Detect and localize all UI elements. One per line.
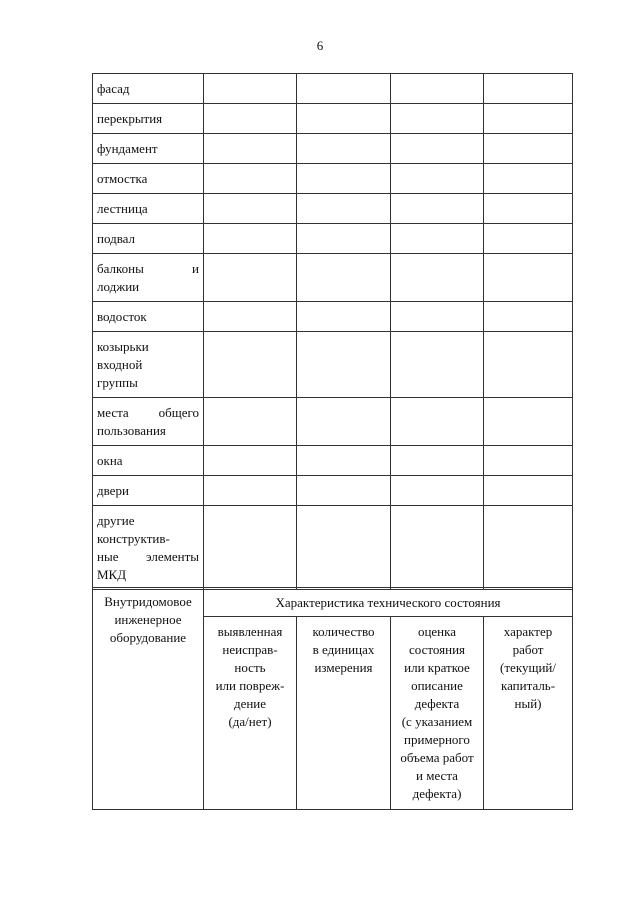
element-label-cell	[93, 164, 204, 194]
element-label-line: лоджии	[97, 279, 140, 294]
empty-cell	[391, 164, 484, 194]
element-label-line: отмостка	[97, 171, 148, 186]
empty-cell	[484, 134, 573, 164]
element-label-line: лестница	[97, 201, 148, 216]
empty-cell	[204, 134, 297, 164]
table-row	[93, 506, 573, 590]
empty-cell	[484, 194, 573, 224]
element-label-line: группы	[97, 375, 138, 390]
empty-cell	[484, 476, 573, 506]
empty-cell	[484, 398, 573, 446]
equipment-header-cell	[93, 588, 204, 810]
element-label-line: окна	[97, 453, 123, 468]
table-row	[93, 194, 573, 224]
equipment-header-line: Внутридомовое	[104, 594, 192, 609]
column-header-line: оценка	[417, 624, 457, 639]
technical-condition-header: Характеристика технического состояния	[204, 588, 573, 617]
element-label-line: фундамент	[97, 141, 158, 156]
column-header-line: примерного	[404, 732, 470, 747]
element-label-line: водосток	[97, 309, 147, 324]
column-header-line: дение	[233, 696, 267, 711]
column-header-line: ность	[234, 660, 266, 675]
empty-cell	[391, 302, 484, 332]
table-row	[93, 104, 573, 134]
empty-cell	[204, 74, 297, 104]
empty-cell	[391, 74, 484, 104]
column-header-line: характер	[503, 624, 553, 639]
empty-cell	[391, 134, 484, 164]
column-header-line: или повреж-	[215, 678, 285, 693]
empty-cell	[484, 254, 573, 302]
element-label-cell	[93, 332, 204, 398]
element-label-cell	[93, 254, 204, 302]
table-row	[93, 164, 573, 194]
column-header-line: (с указанием	[401, 714, 473, 729]
empty-cell	[484, 74, 573, 104]
empty-cell	[204, 332, 297, 398]
empty-cell	[297, 254, 391, 302]
column-header-line: в единицах	[312, 642, 375, 657]
condition-column-header	[297, 617, 391, 810]
empty-cell	[391, 446, 484, 476]
table-row	[93, 134, 573, 164]
element-label-cell	[93, 194, 204, 224]
empty-cell	[391, 104, 484, 134]
empty-cell	[297, 194, 391, 224]
empty-cell	[391, 506, 484, 590]
condition-column-header	[204, 617, 297, 810]
empty-cell	[391, 476, 484, 506]
equipment-header-line: оборудование	[109, 630, 187, 645]
element-label-line: другие	[97, 513, 135, 528]
element-label-line: подвал	[97, 231, 136, 246]
empty-cell	[204, 302, 297, 332]
table-row	[93, 74, 573, 104]
structural-elements-table	[92, 73, 573, 590]
empty-cell	[297, 164, 391, 194]
element-label-line: ные элементы	[97, 549, 199, 564]
column-header-line: капиталь-	[500, 678, 556, 693]
table-row	[93, 476, 573, 506]
empty-cell	[297, 224, 391, 254]
empty-cell	[484, 164, 573, 194]
element-label-line: конструктив-	[97, 531, 170, 546]
empty-cell	[297, 476, 391, 506]
element-label-cell	[93, 104, 204, 134]
empty-cell	[297, 74, 391, 104]
element-label-line: пользования	[97, 423, 166, 438]
element-label-cell	[93, 224, 204, 254]
empty-cell	[484, 332, 573, 398]
column-header-line: описание	[411, 678, 463, 693]
empty-cell	[391, 194, 484, 224]
element-label-line: перекрытия	[97, 111, 163, 126]
element-label-cell	[93, 74, 204, 104]
empty-cell	[484, 446, 573, 476]
element-label-cell	[93, 506, 204, 590]
column-header-line: количество	[312, 624, 375, 639]
empty-cell	[484, 224, 573, 254]
table-row	[93, 224, 573, 254]
element-label-cell	[93, 302, 204, 332]
empty-cell	[204, 104, 297, 134]
empty-cell	[204, 194, 297, 224]
column-header-line: дефекта)	[412, 786, 462, 801]
empty-cell	[204, 254, 297, 302]
element-label-cell	[93, 446, 204, 476]
table-row	[93, 446, 573, 476]
empty-cell	[204, 506, 297, 590]
column-header-line: объема работ	[400, 750, 474, 765]
page-number: 6	[316, 38, 324, 53]
empty-cell	[391, 398, 484, 446]
table-row	[93, 332, 573, 398]
column-header-line: ный)	[514, 696, 542, 711]
empty-cell	[484, 506, 573, 590]
element-label-cell	[93, 134, 204, 164]
column-header-line: состояния	[409, 642, 465, 657]
column-header-line: дефекта	[414, 696, 460, 711]
empty-cell	[297, 446, 391, 476]
empty-cell	[297, 302, 391, 332]
empty-cell	[297, 134, 391, 164]
empty-cell	[391, 332, 484, 398]
empty-cell	[297, 104, 391, 134]
element-label-line: козырьки	[97, 339, 149, 354]
table-row	[93, 254, 573, 302]
element-label-cell	[93, 398, 204, 446]
element-label-line: МКД	[97, 567, 127, 582]
empty-cell	[204, 224, 297, 254]
empty-cell	[484, 104, 573, 134]
column-header-line: измерения	[314, 660, 373, 675]
empty-cell	[297, 332, 391, 398]
element-label-line: места общего	[97, 405, 199, 420]
element-label-line: двери	[97, 483, 129, 498]
column-header-line: выявленная	[217, 624, 283, 639]
column-header-line: или краткое	[404, 660, 470, 675]
empty-cell	[484, 302, 573, 332]
empty-cell	[297, 398, 391, 446]
column-header-line: (да/нет)	[228, 714, 272, 729]
column-header-line: (текущий/	[500, 660, 556, 675]
element-label-line: фасад	[97, 81, 130, 96]
element-label-line: входной	[97, 357, 143, 372]
empty-cell	[391, 254, 484, 302]
empty-cell	[204, 398, 297, 446]
empty-cell	[297, 506, 391, 590]
engineering-equipment-table	[92, 587, 573, 810]
column-header-line: неисправ-	[222, 642, 278, 657]
empty-cell	[204, 164, 297, 194]
column-header-line: работ	[512, 642, 544, 657]
element-label-line: балконы и	[97, 261, 199, 276]
equipment-header-line: инженерное	[114, 612, 182, 627]
condition-column-header	[391, 617, 484, 810]
table-row	[93, 302, 573, 332]
empty-cell	[391, 224, 484, 254]
column-header-line: и места	[416, 768, 458, 783]
condition-column-header	[484, 617, 573, 810]
element-label-cell	[93, 476, 204, 506]
table-row	[93, 398, 573, 446]
empty-cell	[204, 446, 297, 476]
empty-cell	[204, 476, 297, 506]
